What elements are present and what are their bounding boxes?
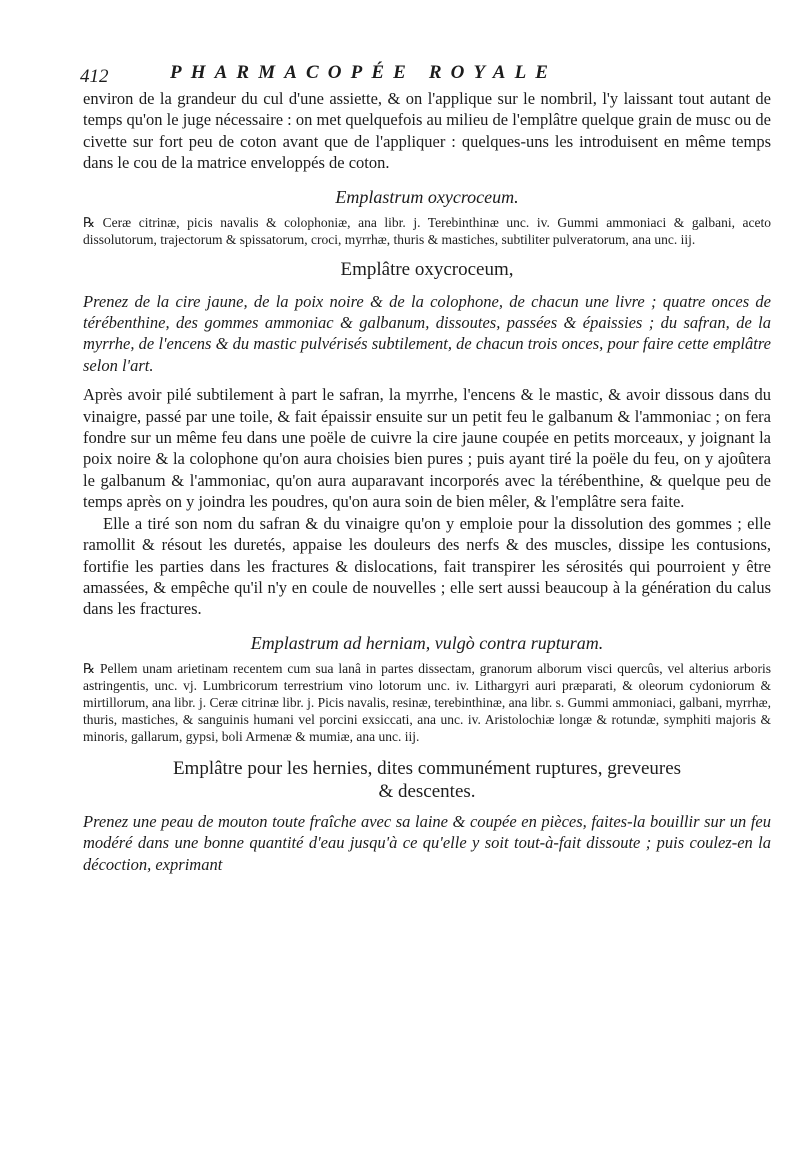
recipe-heading-french-hernies-line2: & descentes. bbox=[378, 780, 476, 802]
recipe-heading-french-oxycroceum: Emplâtre oxycroceum, bbox=[340, 258, 514, 280]
page-body bbox=[83, 88, 771, 875]
recipe-heading-latin-herniam: Emplastrum ad herniam, vulgò contra rupturam. bbox=[250, 632, 604, 653]
running-title: PHARMACOPÉE ROYALE bbox=[170, 62, 558, 83]
page-number: 412 bbox=[80, 66, 109, 87]
recipe-heading-french-hernies bbox=[83, 757, 771, 803]
latin-formula-oxycroceum: ℞ Ceræ citrinæ, picis navalis & colophoniæ, ana libr. j. Terebinthinæ unc. iv. Gummi ammoniaci & galbani, aceto dissolutorum, trajectorum & spissatorum, croci, myrrhæ, thuris & mastiches, subtiliter pulveratorum, ana unc. iij. bbox=[83, 214, 771, 247]
latin-formula-herniam: ℞ Pellem unam arietinam recentem cum sua lanâ in partes dissectam, granorum alborum visci quercûs, vel alterius arboris astringentis, unc. vj. Lumbricorum terrestrium vino lotorum unc. iv. Lithargyri auri præparati, & oleorum cydoniorum & mirtillorum, ana libr. j. Ceræ citrinæ libr. j. Picis navalis, resinæ, terebinthinæ, ana libr. s. Gummi ammoniaci, galbani, myrrhæ, thuris, mastiches, & sanguinis humani vel porcini exsiccati, ana unc. iv. Aristolochiæ longæ & rotundæ, symphiti majoris & minoris, gallarum, gypsi, boli Armenæ & mumiæ, ana unc. iij. bbox=[83, 660, 771, 744]
recipe-instructions-oxycroceum: Prenez de la cire jaune, de la poix noire & de la colophone, de chacun une livre ; quatre onces de térébenthine, des gommes ammoniac & galbanum, dissoutes, passées & épaissies ; du safran, de la myrrhe, de l'encens & du mastic pulvérisés subtilement, de chacun trois onces, pour faire cette emplâtre selon l'art. bbox=[83, 291, 771, 375]
paragraph-preparation: Après avoir pilé subtilement à part le safran, la myrrhe, l'encens & le mastic, & avoir dissous dans du vinaigre, passé par une toile, & fait épaissir ensuite sur un petit feu le galbanum & l'ammoniac ; on fera fondre sur un même feu dans une poële de cuivre la cire jaune coupée en petits morceaux, y joignant la poix noire & la colophone qu'on aura choisies bien pures ; puis ayant tiré la poële du feu, on y ajoûtera le galbanum & l'ammoniac, qu'on aura auparavant incorporés avec la térébenthine, & quelque peu de temps après on y joindra les poudres, qu'on aura soin de bien mêler, & l'emplâtre sera faite. bbox=[83, 385, 771, 512]
recipe-heading-french-hernies-line1: Emplâtre pour les hernies, dites communément ruptures, greveures bbox=[172, 757, 682, 779]
paragraph-intro: environ de la grandeur du cul d'une assiette, & on l'applique sur le nombril, l'y laissant tout autant de temps qu'on le juge nécessaire : on met quelquefois au milieu de l'emplâtre quelque grain de musc ou de civette sur fort peu de coton avant que de l'appliquer : quelques-uns les introduisent en même temps dans le cou de la matrice enveloppés de coton. bbox=[83, 89, 771, 173]
running-head bbox=[80, 62, 770, 88]
paragraph-virtues: Elle a tiré son nom du safran & du vinaigre qu'on y emploie pour la dissolution des gommes ; elle ramollit & résout les duretés, appaise les douleurs des nerfs & des muscles, dissipe les contusions, fortifie les parties dans les fractures & dislocations, fait transpirer les sérosités qui pourroient y être amassées, & empêche qu'il n'y en coule de nouvelles ; elle sert aussi beaucoup à la génération du calus dans les fractures. bbox=[83, 513, 771, 619]
recipe-instructions-hernies: Prenez une peau de mouton toute fraîche avec sa laine & coupée en pièces, faites-la bouillir sur un feu modéré dans une bonne quantité d'eau jusqu'à ce qu'elle y soit tout-à-fait dissoute ; puis coulez-en la décoction, exprimant bbox=[83, 811, 771, 874]
recipe-heading-latin-oxycroceum: Emplastrum oxycroceum. bbox=[335, 186, 519, 207]
